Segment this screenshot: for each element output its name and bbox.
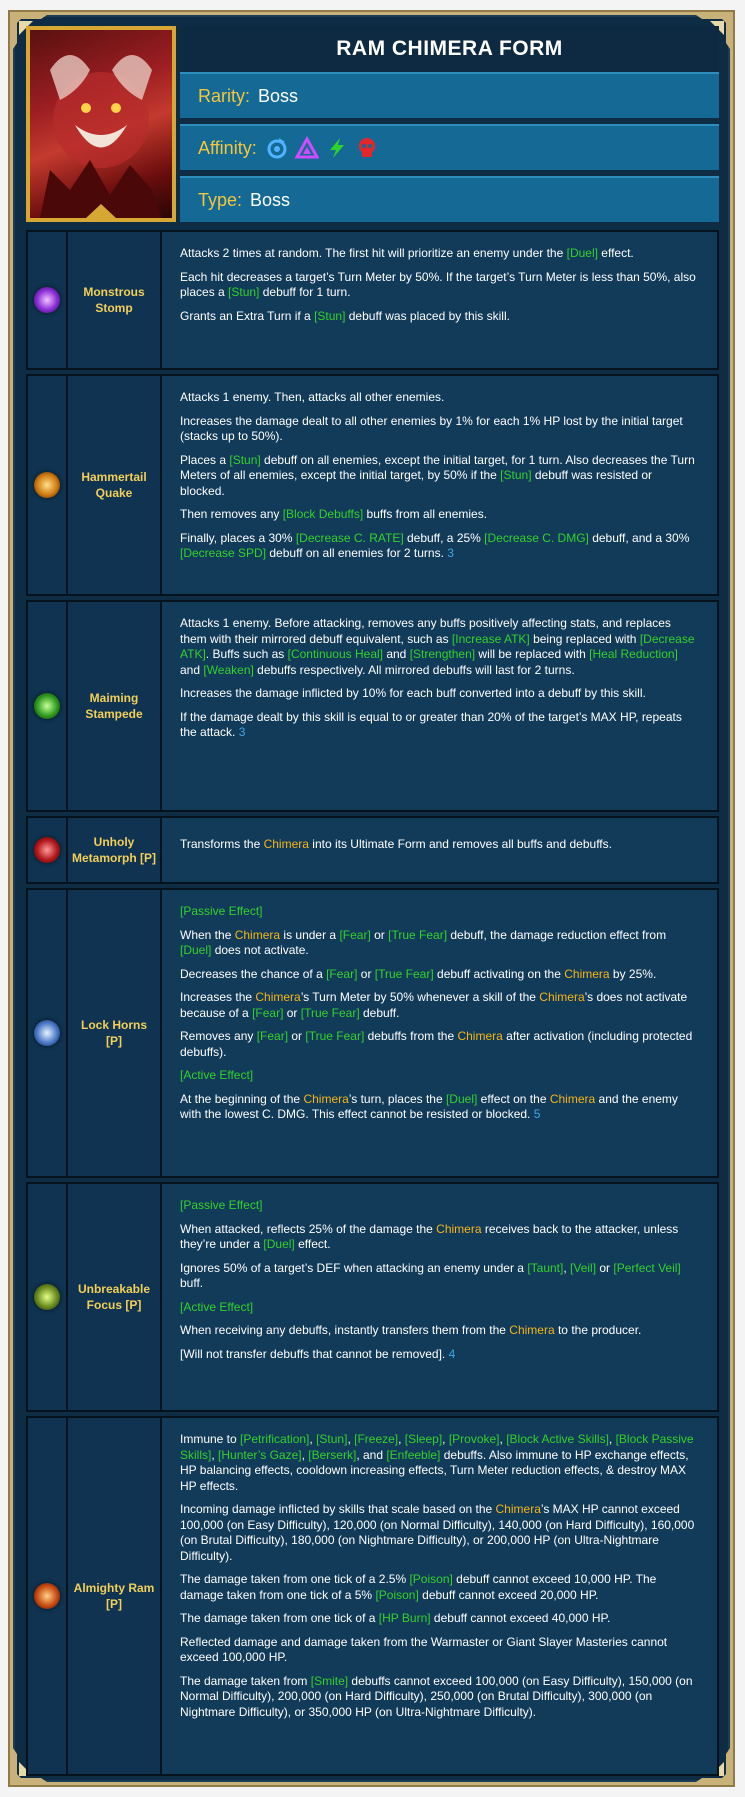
skill-text: Attacks 2 times at random. The first hit will prioritize an enemy under the — [180, 246, 567, 260]
skill-text: buff. — [180, 1276, 204, 1290]
champion-keyword: Chimera — [255, 990, 301, 1004]
effect-keyword: [Berserk] — [308, 1447, 357, 1462]
skill-paragraph — [180, 309, 699, 325]
effect-keyword: [Decrease ATK] — [180, 631, 695, 661]
effect-keyword: [Decrease SPD] — [180, 546, 267, 560]
skill-row — [26, 1182, 719, 1412]
skill-text: debuffs respectively. All mirrored debuffs will last for 2 turns. — [253, 662, 575, 677]
skill-text: by 25%. — [609, 966, 657, 981]
skill-text: and — [180, 662, 204, 677]
type-label: Type: — [198, 189, 243, 210]
skill-paragraph — [180, 1611, 699, 1627]
skill-text: does not activate. — [211, 943, 309, 957]
skill-paragraph — [180, 1029, 699, 1060]
skill-text: ’s turn, places the — [348, 1091, 446, 1106]
effect-keyword: [Hunter’s Gaze] — [218, 1447, 302, 1462]
skill-text: into its Ultimate Form and removes all buffs and debuffs. — [308, 837, 612, 852]
skill-text: debuffs. Also immune to HP exchange effects, HP balancing effects, cooldown increasing effects, Turn Meter reduction effects, & destroy MAX HP effects. — [180, 1447, 689, 1493]
effect-keyword: [Block Debuffs] — [282, 507, 364, 521]
skill-text: , — [499, 1432, 507, 1446]
skill-description — [162, 1418, 717, 1774]
skill-row — [26, 888, 719, 1178]
effect-keyword: [Enfeeble] — [386, 1447, 441, 1462]
skill-paragraph — [180, 967, 699, 983]
champion-name: RAM CHIMERA FORM — [180, 26, 719, 72]
skill-name: Almighty Ram [P] — [68, 1418, 162, 1774]
skill-text: Incoming damage inflicted by skills that scale based on the — [180, 1502, 496, 1516]
type-value: Boss — [250, 189, 291, 210]
skill-text: , and — [356, 1447, 387, 1462]
effect-keyword: [Duel] — [445, 1091, 478, 1106]
unholy-metamorph-icon — [34, 837, 60, 863]
magic-affinity-icon — [265, 136, 289, 160]
effect-keyword: [Stun] — [314, 308, 346, 323]
skill-text: Ignores 50% of a target’s DEF when attacking an enemy under a — [180, 1260, 528, 1275]
effect-keyword: [Duel] — [263, 1237, 295, 1251]
skill-text: The damage taken from — [180, 1673, 311, 1688]
effect-keyword: [Passive Effect] — [180, 904, 263, 918]
skill-text: debuff was resisted or blocked. — [180, 468, 653, 498]
skill-text: or — [283, 1005, 301, 1020]
affinity-label: Affinity: — [198, 137, 257, 158]
skill-paragraph — [180, 1502, 699, 1564]
skill-name: Hammertail Quake — [68, 376, 162, 594]
skill-row — [26, 230, 719, 370]
skill-text: , — [301, 1447, 309, 1462]
skill-text: debuffs from the — [364, 1029, 458, 1043]
skill-text: debuff cannot exceed 20,000 HP. — [418, 1587, 599, 1602]
skill-name: Unbreakable Focus [P] — [68, 1184, 162, 1410]
effect-keyword: [Continuous Heal] — [287, 647, 383, 661]
effect-keyword: [Perfect Veil] — [613, 1260, 681, 1275]
skill-row — [26, 816, 719, 884]
effect-keyword: [Stun] — [500, 468, 532, 482]
effect-keyword: [Poison] — [409, 1572, 453, 1586]
maiming-stampede-icon — [34, 693, 60, 719]
skill-text: , — [211, 1447, 219, 1462]
skill-text: Removes any — [180, 1029, 257, 1043]
effect-keyword: [Stun] — [228, 285, 260, 299]
skill-text: When receiving any debuffs, instantly transfers them from the — [180, 1323, 510, 1337]
skill-description — [162, 890, 717, 1176]
skill-paragraph — [180, 1347, 699, 1363]
skill-text: effect on the — [477, 1091, 550, 1106]
monstrous-stomp-icon — [34, 287, 60, 313]
effect-keyword: [HP Burn] — [378, 1611, 431, 1625]
almighty-ram-icon — [34, 1583, 60, 1609]
rarity-row — [180, 72, 719, 118]
skill-paragraph — [180, 1635, 699, 1666]
cooldown-value: 3 — [238, 725, 246, 739]
skill-text: ’s does not activate because of a — [180, 990, 688, 1020]
skill-description — [162, 818, 717, 882]
cooldown-value: 4 — [448, 1346, 456, 1361]
champion-keyword: Chimera — [234, 927, 281, 942]
effect-keyword: [True Fear] — [388, 927, 448, 942]
skill-text: , — [347, 1432, 355, 1446]
affinity-icons — [265, 136, 379, 160]
skill-name: Maiming Stampede — [68, 602, 162, 810]
skill-paragraph — [180, 1068, 699, 1084]
skill-paragraph — [180, 928, 699, 959]
skill-paragraph — [180, 1572, 699, 1603]
effect-keyword: [Stun] — [229, 452, 261, 467]
skill-text: buffs from all enemies. — [363, 507, 488, 521]
skill-paragraph — [180, 837, 612, 853]
effect-keyword: [Block Active Skills] — [506, 1432, 609, 1446]
skill-text: and — [383, 647, 410, 661]
skill-text: or — [596, 1260, 614, 1275]
skill-text: debuff cannot exceed 10,000 HP. The damage taken from one tick of a 5% — [180, 1572, 657, 1602]
skill-name: Unholy Metamorph [P] — [68, 818, 162, 882]
skill-text: will be replaced with — [475, 647, 590, 661]
skill-text: Reflected damage and damage taken from the Warmaster or Giant Slayer Masteries cannot exceed 100,000 HP. — [180, 1634, 668, 1664]
skill-text: When attacked, reflects 25% of the damage the — [180, 1221, 437, 1236]
skill-text: receives back to the attacker, unless they’re under a — [180, 1221, 679, 1251]
skill-text: is under a — [280, 927, 340, 942]
skill-paragraph — [180, 414, 699, 445]
skill-text: Increases the damage inflicted by 10% for each buff converted into a debuff by this skill. — [180, 686, 646, 700]
skill-text: , — [309, 1432, 317, 1446]
skill-text: and the enemy with the lowest C. DMG. This effect cannot be resisted or blocked. — [180, 1091, 678, 1121]
cooldown-value: 5 — [533, 1107, 541, 1121]
skill-paragraph — [180, 1432, 699, 1494]
effect-keyword: [Fear] — [252, 1005, 284, 1020]
skill-text: The damage taken from one tick of a — [180, 1611, 379, 1625]
affinity-row — [180, 124, 719, 170]
skill-row — [26, 1416, 719, 1776]
effect-keyword: [True Fear] — [305, 1029, 365, 1043]
skill-text: ’s MAX HP cannot exceed 100,000 (on Easy Difficulty), 120,000 (on Normal Difficulty), 140,000 (on Hard Difficulty), 160,000 (on Brutal Difficulty), 180,000 (on Nightmare Difficulty), or 200,000 HP (on Ultra-Nightmare Difficulty). — [180, 1502, 695, 1563]
skill-paragraph — [180, 1261, 699, 1292]
skill-paragraph — [180, 1222, 699, 1253]
skill-text: , — [398, 1432, 405, 1446]
skill-paragraph — [180, 1300, 699, 1316]
skill-text: debuff, the damage reduction effect from — [447, 927, 667, 942]
effect-keyword: [Decrease C. RATE] — [295, 530, 404, 545]
skill-paragraph — [180, 1198, 699, 1214]
skill-text: debuff on all enemies for 2 turns. — [266, 546, 448, 560]
skill-paragraph — [180, 616, 699, 678]
skill-description — [162, 376, 717, 594]
skill-text: debuff cannot exceed 40,000 HP. — [430, 1611, 611, 1625]
skill-paragraph — [180, 531, 699, 562]
skill-text: Then removes any — [180, 507, 283, 521]
rarity-value: Boss — [258, 85, 299, 106]
skill-paragraph — [180, 390, 699, 406]
effect-keyword: [Smite] — [310, 1673, 349, 1688]
void-affinity-icon — [355, 136, 379, 160]
effect-keyword: [Heal Reduction] — [589, 647, 678, 661]
effect-keyword: [Passive Effect] — [180, 1198, 263, 1212]
skill-text: , — [563, 1260, 571, 1275]
effect-keyword: [Veil] — [570, 1260, 597, 1275]
skill-paragraph — [180, 710, 699, 741]
skill-text: [Will not transfer debuffs that cannot be removed]. — [180, 1346, 449, 1361]
champion-keyword: Chimera — [495, 1502, 541, 1516]
rarity-label: Rarity: — [198, 85, 251, 106]
skill-text: Decreases the chance of a — [180, 966, 327, 981]
effect-keyword: [Fear] — [256, 1029, 289, 1043]
effect-keyword: [Block Passive Skills] — [180, 1432, 694, 1462]
skill-text: Increases the damage dealt to all other enemies by 1% for each 1% HP lost by the initial target (stacks up to 50%). — [180, 413, 683, 443]
effect-keyword: [Active Effect] — [180, 1068, 254, 1082]
effect-keyword: [Duel] — [180, 943, 212, 957]
skill-text: Places a — [180, 452, 230, 467]
skill-paragraph — [180, 1323, 699, 1339]
chimera-portrait-icon — [30, 30, 172, 218]
skill-text: Immune to — [180, 1432, 241, 1446]
skill-text: debuff activating on the — [433, 966, 565, 981]
effect-keyword: [Poison] — [375, 1587, 419, 1602]
skill-paragraph — [180, 453, 699, 500]
effect-keyword: [True Fear] — [374, 966, 434, 981]
spirit-affinity-icon — [295, 136, 319, 160]
hammertail-quake-icon — [34, 472, 60, 498]
skill-text: after activation (including protected debuffs). — [180, 1029, 693, 1059]
skill-paragraph — [180, 686, 699, 702]
effect-keyword: [Petrification] — [240, 1432, 310, 1446]
skill-text: Attacks 1 enemy. Then, attacks all other enemies. — [180, 390, 445, 404]
skill-text: Increases the — [180, 990, 256, 1004]
skill-description — [162, 1184, 717, 1410]
skill-paragraph — [180, 270, 699, 301]
effect-keyword: [Active Effect] — [180, 1299, 254, 1314]
effect-keyword: [Provoke] — [448, 1432, 500, 1446]
skill-paragraph — [180, 990, 699, 1021]
skill-text: At the beginning of the — [180, 1091, 304, 1106]
skill-text: , — [442, 1432, 449, 1446]
skill-name: Lock Horns [P] — [68, 890, 162, 1176]
effect-keyword: [True Fear] — [300, 1005, 360, 1020]
skill-text: Grants an Extra Turn if a — [180, 308, 315, 323]
champion-keyword: Chimera — [263, 837, 309, 852]
skill-text: or — [288, 1029, 306, 1043]
skill-text: , — [608, 1432, 616, 1446]
type-row — [180, 176, 719, 222]
skill-text: debuff was placed by this skill. — [345, 308, 510, 323]
skill-paragraph — [180, 904, 699, 920]
champion-keyword: Chimera — [509, 1323, 555, 1337]
skill-name: Monstrous Stomp — [68, 232, 162, 368]
skill-text: debuffs cannot exceed 100,000 (on Easy Difficulty), 150,000 (on Normal Difficulty), 200,000 (on Hard Difficulty), 250,000 (on Brutal Difficulty), 300,000 (on Nightmare Difficulty), or 350,000 HP (on Ultra-Nightmare Difficulty). — [180, 1673, 693, 1719]
effect-keyword: [Fear] — [339, 927, 371, 942]
cooldown-value: 3 — [447, 546, 454, 560]
skill-text: Finally, places a 30% — [180, 530, 296, 545]
champion-keyword: Chimera — [564, 966, 610, 981]
champion-keyword: Chimera — [303, 1091, 349, 1106]
skill-text: Each hit decreases a target’s Turn Meter by 50%. If the target’s Turn Meter is less than 50%, also places a — [180, 269, 696, 299]
champion-keyword: Chimera — [457, 1029, 503, 1043]
skill-paragraph — [180, 507, 699, 523]
skill-paragraph — [180, 246, 699, 262]
skill-text: debuff for 1 turn. — [259, 285, 351, 299]
skill-text: debuff. — [359, 1005, 400, 1020]
skill-text: effect. — [294, 1237, 331, 1251]
skill-text: or — [370, 927, 389, 942]
effect-keyword: [Strengthen] — [409, 647, 476, 661]
lock-horns-icon — [34, 1020, 60, 1046]
skill-text: Attacks 1 enemy. Before attacking, removes any buffs positively affecting stats, and replaces them with their mirrored debuff equivalent, such as — [180, 616, 671, 646]
skill-text: being replaced with — [529, 631, 640, 646]
champion-keyword: Chimera — [539, 990, 585, 1004]
effect-keyword: [Freeze] — [354, 1432, 399, 1446]
effect-keyword: [Decrease C. DMG] — [484, 530, 589, 545]
effect-keyword: [Taunt] — [527, 1260, 564, 1275]
skill-row — [26, 600, 719, 812]
effect-keyword: [Weaken] — [203, 662, 254, 677]
skill-text: debuff, and a 30% — [588, 530, 690, 545]
skill-text: If the damage dealt by this skill is equal to or greater than 20% of the target’s MAX HP, repeats the attack. — [180, 709, 682, 739]
skill-description — [162, 602, 717, 810]
effect-keyword: [Increase ATK] — [451, 631, 530, 646]
skill-text: to the producer. — [554, 1323, 642, 1337]
unbreakable-focus-icon — [34, 1284, 60, 1310]
skill-text: The damage taken from one tick of a 2.5% — [180, 1572, 410, 1586]
skill-text: Transforms the — [180, 837, 264, 852]
champion-portrait — [26, 26, 176, 222]
skill-text: effect. — [597, 246, 634, 260]
skill-text: When the — [180, 927, 235, 942]
skill-text: ’s Turn Meter by 50% whenever a skill of the — [300, 990, 540, 1004]
effect-keyword: [Stun] — [316, 1432, 348, 1446]
champion-keyword: Chimera — [436, 1221, 482, 1236]
skill-row — [26, 374, 719, 596]
skill-paragraph — [180, 1674, 699, 1721]
effect-keyword: [Sleep] — [404, 1432, 443, 1446]
effect-keyword: [Fear] — [326, 966, 358, 981]
skill-description — [162, 232, 717, 368]
skill-paragraph — [180, 1092, 699, 1123]
skill-text: debuff on all enemies, except the initial target, for 1 turn. Also decreases the Turn Meters of all enemies, except the initial target, by 50% if the — [180, 452, 695, 482]
force-affinity-icon — [325, 136, 349, 160]
champion-keyword: Chimera — [549, 1091, 596, 1106]
skill-text: debuff, a 25% — [403, 530, 485, 545]
effect-keyword: [Duel] — [566, 246, 598, 260]
skill-text: . Buffs such as — [205, 647, 288, 661]
skill-text: or — [357, 966, 375, 981]
